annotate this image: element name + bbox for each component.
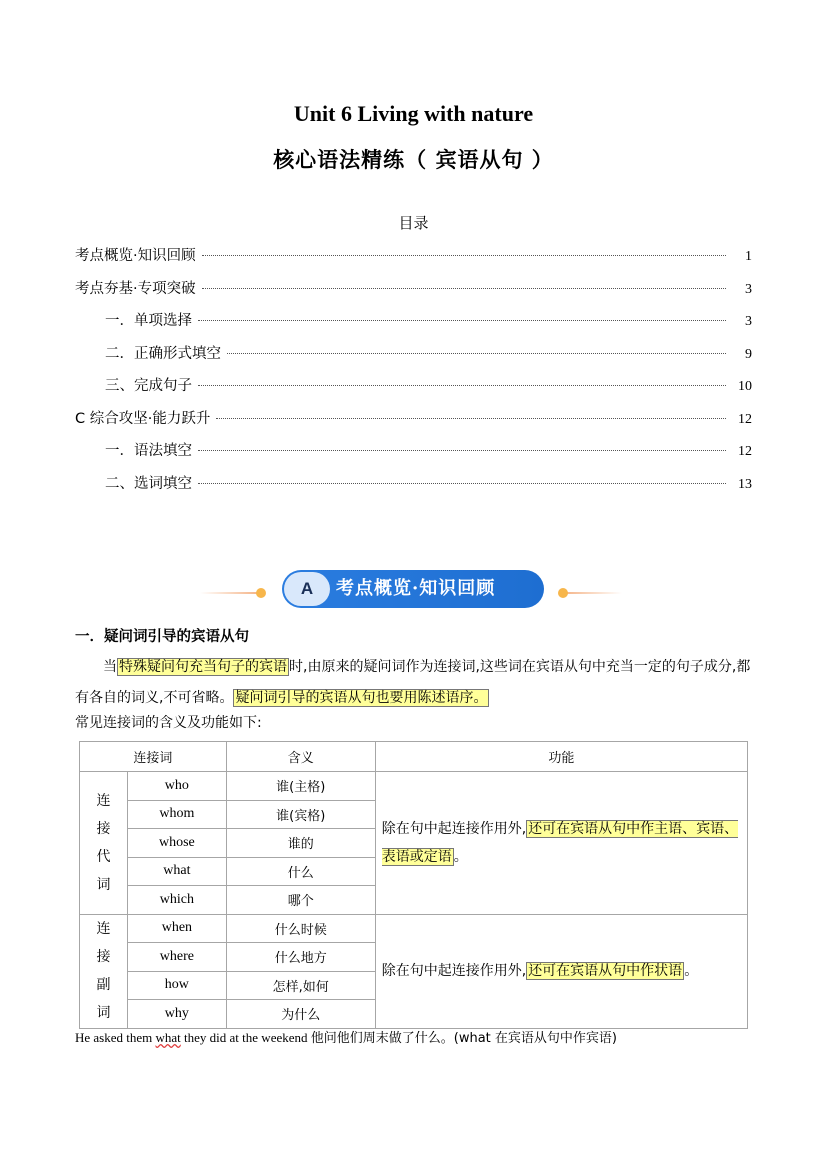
toc-item-label: 二．正确形式填空 bbox=[105, 345, 221, 362]
banner-left-dot bbox=[256, 588, 266, 598]
toc-item-label: 考点夯基·专项突破 bbox=[75, 280, 196, 297]
connector-word: when bbox=[128, 914, 227, 943]
function-highlight: 还可在宾语从句中作主语、宾语、表语或定语 bbox=[381, 820, 739, 865]
toc-item[interactable] bbox=[75, 309, 752, 342]
connector-word: whom bbox=[128, 800, 227, 829]
para-highlight-2: 疑问词引导的宾语从句也要用陈述语序。 bbox=[235, 690, 488, 706]
function-highlight: 还可在宾语从句中作状语 bbox=[528, 963, 683, 979]
toc-leader-dots bbox=[202, 288, 726, 289]
toc-leader-dots bbox=[198, 320, 726, 321]
connector-meaning: 谁(宾格) bbox=[226, 800, 375, 829]
connector-meaning: 什么地方 bbox=[226, 943, 375, 972]
connector-word: why bbox=[128, 1000, 227, 1029]
toc-item-label: 三、完成句子 bbox=[105, 378, 192, 394]
table-row bbox=[80, 914, 748, 943]
section-paragraph bbox=[75, 652, 755, 714]
toc-item-page: 13 bbox=[738, 476, 752, 492]
example-sentence bbox=[75, 1027, 617, 1046]
toc-item-page: 12 bbox=[738, 444, 752, 459]
function-suffix: 。 bbox=[453, 848, 468, 865]
function-suffix: 。 bbox=[684, 963, 699, 979]
para-mid: 时,由原来的疑问词作为连接词,这些词在宾语从句中充当一定的句子成分,都有各自的词义,不可省略。 bbox=[75, 659, 751, 706]
connector-word: whose bbox=[128, 829, 227, 858]
toc-item[interactable] bbox=[75, 374, 752, 407]
title-english: Unit 6 Living with nature bbox=[293, 101, 534, 126]
toc-leader-dots bbox=[198, 385, 726, 386]
example-en-b: they did at the weekend bbox=[180, 1030, 311, 1045]
para-prefix: 当 bbox=[103, 659, 117, 675]
toc-item-page: 3 bbox=[745, 281, 752, 297]
toc-item[interactable] bbox=[75, 244, 752, 277]
connector-meaning: 什么时候 bbox=[226, 914, 375, 943]
toc-item-label: 二、选词填空 bbox=[105, 475, 192, 492]
header-meaning: 含义 bbox=[226, 742, 375, 772]
toc-item-page: 9 bbox=[745, 346, 752, 362]
connector-word: which bbox=[128, 886, 227, 915]
example-en-a: He asked them bbox=[75, 1030, 156, 1045]
example-en-wavy: what bbox=[155, 1030, 181, 1045]
function-prefix: 除在句中起连接作用外, bbox=[381, 963, 527, 979]
toc-heading: 目录 bbox=[398, 214, 429, 232]
connector-table bbox=[79, 741, 748, 1029]
table-header-row bbox=[80, 742, 748, 772]
connector-meaning: 什么 bbox=[226, 857, 375, 886]
toc-item-page: 12 bbox=[738, 411, 752, 427]
banner-text: 考点概览·知识回顾 bbox=[336, 578, 496, 599]
connector-meaning: 谁(主格) bbox=[226, 772, 375, 801]
toc-leader-dots bbox=[198, 483, 726, 484]
toc-item-page: 1 bbox=[745, 249, 752, 264]
toc-item-page: 3 bbox=[745, 314, 752, 329]
toc-item-label: 一．语法填空 bbox=[105, 443, 192, 459]
header-connector: 连接词 bbox=[80, 742, 227, 772]
table-of-contents bbox=[75, 244, 752, 504]
section-title: 一．疑问词引导的宾语从句 bbox=[75, 629, 249, 645]
example-cn: 他问他们周末做了什么。(what 在宾语从句中作宾语) bbox=[310, 1031, 617, 1046]
connector-word: how bbox=[128, 971, 227, 1000]
section-banner bbox=[200, 570, 630, 610]
category-cell bbox=[80, 914, 128, 1028]
toc-leader-dots bbox=[227, 353, 726, 354]
function-cell bbox=[375, 772, 747, 915]
connector-word: where bbox=[128, 943, 227, 972]
toc-leader-dots bbox=[198, 450, 726, 451]
title-chinese: 核心语法精练（ 宾语从句 ） bbox=[273, 147, 554, 172]
connector-meaning: 怎样,如何 bbox=[226, 971, 375, 1000]
toc-item[interactable] bbox=[75, 277, 752, 310]
connector-word: what bbox=[128, 857, 227, 886]
para-highlight-1: 特殊疑问句充当句子的宾语 bbox=[119, 659, 287, 675]
toc-item[interactable] bbox=[75, 439, 752, 472]
toc-item[interactable] bbox=[75, 342, 752, 375]
category-cell bbox=[80, 772, 128, 915]
connector-word: who bbox=[128, 772, 227, 801]
category-label: 连接副词 bbox=[96, 921, 111, 1021]
toc-item-page: 10 bbox=[738, 379, 752, 394]
toc-item-label: 一．单项选择 bbox=[105, 313, 192, 329]
banner-right-dot bbox=[558, 588, 568, 598]
toc-item-label: C 综合攻坚·能力跃升 bbox=[75, 410, 211, 427]
category-label: 连接代词 bbox=[96, 792, 111, 893]
toc-item-label: 考点概览·知识回顾 bbox=[75, 248, 196, 264]
banner-left-line bbox=[200, 592, 260, 594]
table-intro: 常见连接词的含义及功能如下: bbox=[75, 715, 262, 731]
toc-item[interactable] bbox=[75, 472, 752, 505]
connector-meaning: 哪个 bbox=[226, 886, 375, 915]
connector-meaning: 为什么 bbox=[226, 1000, 375, 1029]
function-prefix: 除在句中起连接作用外, bbox=[381, 820, 527, 837]
toc-leader-dots bbox=[202, 255, 726, 256]
table-row bbox=[80, 772, 748, 801]
banner-right-line bbox=[562, 592, 622, 594]
toc-leader-dots bbox=[216, 418, 726, 419]
header-function: 功能 bbox=[375, 742, 747, 772]
toc-item[interactable] bbox=[75, 407, 752, 440]
banner-badge: A bbox=[284, 572, 330, 606]
function-cell bbox=[375, 914, 747, 1028]
connector-meaning: 谁的 bbox=[226, 829, 375, 858]
